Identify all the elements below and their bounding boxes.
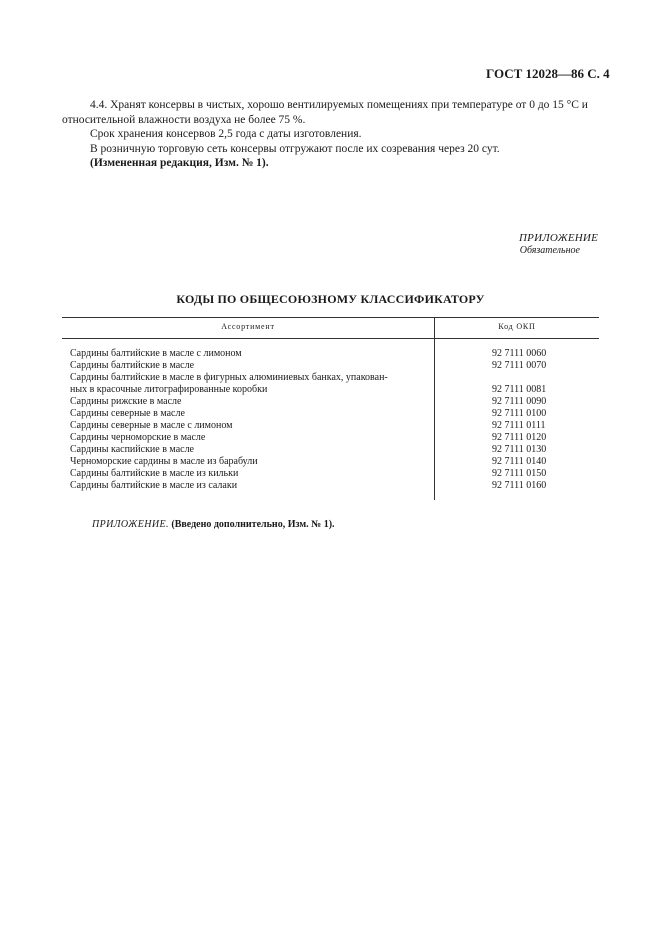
column-header-code: Код ОКП (498, 322, 536, 331)
table-row (62, 348, 599, 360)
row-assortment: Черноморские сардины в масле из барабули (70, 456, 258, 467)
row-assortment: ных в красочные литографированные коробки (70, 384, 268, 395)
table-row (62, 432, 599, 444)
appendix-title: ПРИЛОЖЕНИЕ (519, 232, 598, 244)
row-assortment: Сардины балтийские в масле (70, 360, 195, 371)
appendix-subtitle: Обязательное (519, 245, 580, 256)
row-assortment: Сардины рижские в масле (70, 396, 182, 407)
body-text (62, 98, 612, 171)
row-code: 92 7111 0100 (492, 408, 547, 419)
table-row (62, 444, 599, 456)
okp-table (62, 317, 599, 500)
row-assortment: Сардины черноморские в масле (70, 432, 206, 443)
table-header-rule (62, 338, 599, 339)
table-row (62, 480, 599, 492)
row-assortment: Сардины балтийские в масле в фигурных алюминиевых банках, упакован- (70, 372, 388, 383)
row-code: 92 7111 0111 (492, 420, 546, 431)
row-assortment: Сардины балтийские в масле с лимоном (70, 348, 242, 359)
table-top-rule (62, 317, 599, 318)
table-row (62, 456, 599, 468)
row-code: 92 7111 0150 (492, 468, 547, 479)
row-code: 92 7111 0081 (492, 384, 547, 395)
paragraph-shipment: В розничную торговую сеть консервы отгружают после их созревания через 20 сут. (90, 142, 500, 155)
row-assortment: Сардины балтийские в масле из кильки (70, 468, 239, 479)
page-header: ГОСТ 12028—86 С. 4 (486, 66, 610, 81)
row-code: 92 7111 0060 (492, 348, 547, 359)
table-row (62, 384, 599, 396)
table-row (62, 396, 599, 408)
row-code: 92 7111 0130 (492, 444, 547, 455)
row-assortment: Сардины каспийские в масле (70, 444, 194, 455)
table-row (62, 372, 599, 384)
row-code: 92 7111 0070 (492, 360, 547, 371)
table-body (62, 348, 599, 492)
paragraph-storage-conditions: 4.4. Хранят консервы в чистых, хорошо вентилируемых помещениях при температуре от 0 до 15 °С и относительной влажности воздуха не более 75 %. (62, 99, 588, 126)
table-row (62, 468, 599, 480)
row-code: 92 7111 0090 (492, 396, 547, 407)
paragraph-shelf-life: Срок хранения консервов 2,5 года с даты изготовления. (90, 128, 362, 140)
table-row (62, 420, 599, 432)
footer-amendment-note: (Введено дополнительно, Изм. № 1). (171, 519, 335, 530)
column-header-assortment: Ассортимент (221, 322, 275, 331)
table-title: КОДЫ ПО ОБЩЕСОЮЗНОМУ КЛАССИФИКАТОРУ (176, 292, 485, 306)
table-row (62, 408, 599, 420)
row-code: 92 7111 0140 (492, 456, 547, 467)
footer-appendix-label: ПРИЛОЖЕНИЕ. (92, 519, 169, 530)
footer-note (92, 519, 335, 530)
row-code: 92 7111 0160 (492, 480, 547, 491)
amendment-note: (Измененная редакция, Изм. № 1). (90, 157, 269, 169)
row-assortment: Сардины северные в масле (70, 408, 185, 419)
row-assortment: Сардины северные в масле с лимоном (70, 420, 233, 431)
row-code: 92 7111 0120 (492, 432, 547, 443)
row-assortment: Сардины балтийские в масле из салаки (70, 480, 238, 491)
table-row (62, 360, 599, 372)
